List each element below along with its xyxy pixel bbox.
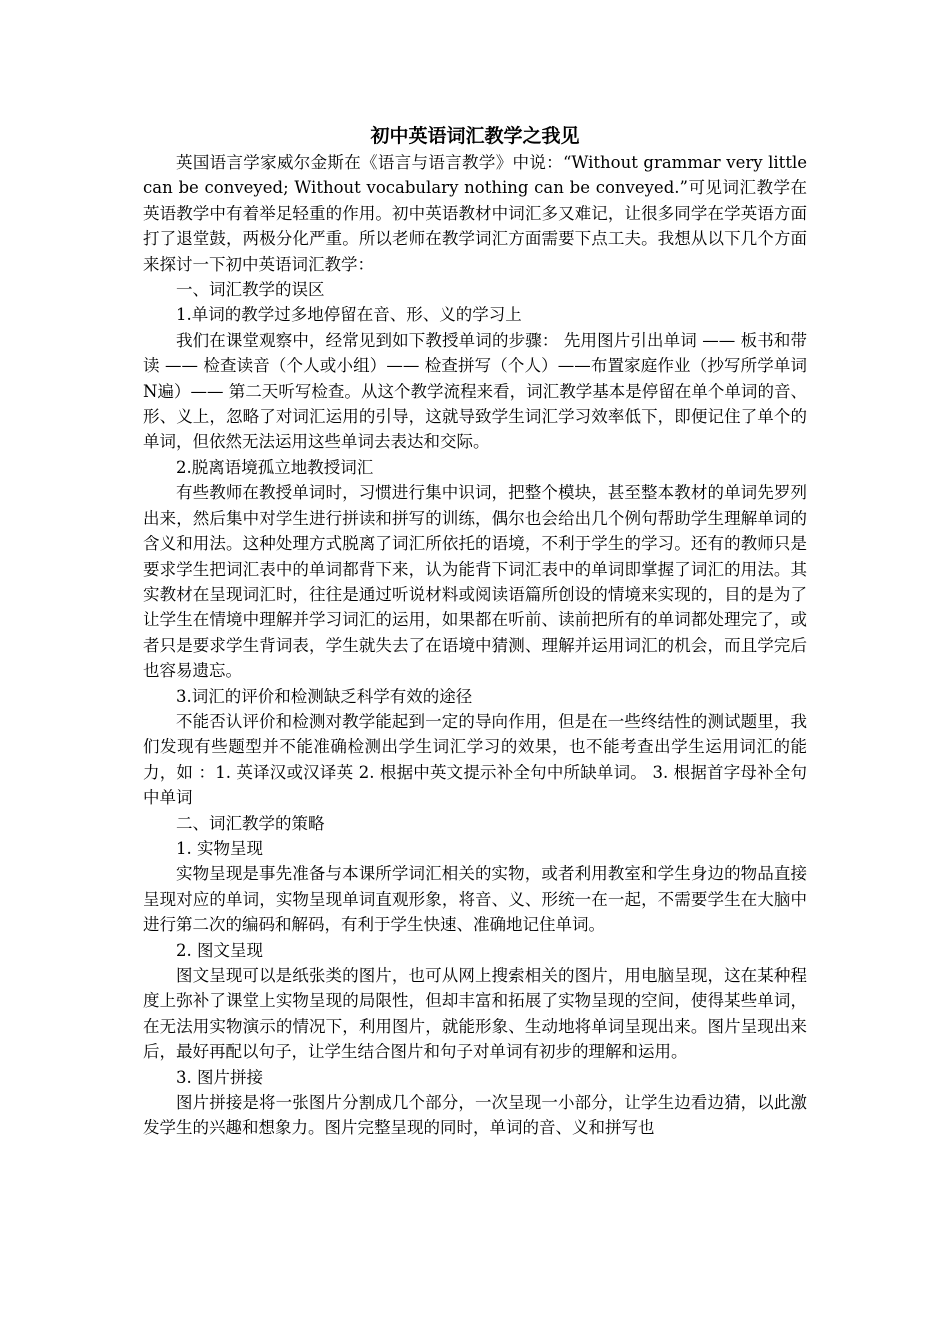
document-page [143, 122, 807, 1141]
section-heading: 一、词汇教学的误区 [176, 280, 325, 300]
subsection-heading: 1.单词的教学过多地停留在音、形、义的学习上 [176, 305, 522, 325]
body-paragraph: 图片拼接是将一张图片分割成几个部分，一次呈现一小部分，让学生边看边猜，以此激发学生的兴趣和想象力。图片完整呈现的同时，单词的音、义和拼写也 [143, 1093, 807, 1138]
subsection-heading: 1. 实物呈现 [176, 838, 263, 858]
body-paragraph: 不能否认评价和检测对教学能起到一定的导向作用，但是在一些终结性的测试题里，我们发现有些题型并不能准确检测出学生词汇学习的效果，也不能考查出学生运用词汇的能力，如 ：1. 英译汉或汉译英 2. 根据中英文提示补全句中所缺单词。 3. 根据首字母补全句中单词 [143, 711, 807, 808]
subsection-heading: 2.脱离语境孤立地教授词汇 [176, 457, 374, 477]
subsection-heading: 3.词汇的评价和检测缺乏科学有效的途径 [176, 686, 473, 706]
body-paragraph: 我们在课堂观察中，经常见到如下教授单词的步骤： 先用图片引出单词 —— 板书和带读 —— 检查读音（个人或小组）—— 检查拼写（个人）——布置家庭作业（抄写所学单词N遍）—— 第二天听写检查。从这个教学流程来看，词汇教学基本是停留在单个单词的音、形、义上，忽略了对词汇运用的引导，这就导致学生词汇学习效率低下，即便记住了单个的单词，但依然无法运用这些单词去表达和交际。 [143, 330, 807, 452]
section-heading: 二、词汇教学的策略 [176, 813, 325, 833]
body-paragraph: 图文呈现可以是纸张类的图片，也可从网上搜索相关的图片，用电脑呈现，这在某种程度上弥补了课堂上实物呈现的局限性，但却丰富和拓展了实物呈现的空间，使得某些单词，在无法用实物演示的情况下，利用图片，就能形象、生动地将单词呈现出来。图片呈现出来后，最好再配以句子，让学生结合图片和句子对单词有初步的理解和运用。 [143, 966, 807, 1062]
body-paragraph: 英国语言学家威尔金斯在《语言与语言教学》中说：“Without grammar very little can be conveyed; Without vocabulary nothing can be conveyed.”可见词汇教学在英语教学中有着举足轻重的作用。初中英语教材中词汇多又难记，让很多同学在学英语方面打了退堂鼓，两极分化严重。所以老师在教学词汇方面需要下点工夫。我想从以下几个方面来探讨一下初中英语词汇教学： [143, 153, 807, 274]
subsection-heading: 2. 图文呈现 [176, 940, 263, 960]
body-paragraph: 有些教师在教授单词时，习惯进行集中识词，把整个模块，甚至整本教材的单词先罗列出来，然后集中对学生进行拼读和拼写的训练，偶尔也会给出几个例句帮助学生理解单词的含义和用法。这种处理方式脱离了词汇所依托的语境，不利于学生的学习。还有的教师只是要求学生把词汇表中的单词都背下来，认为能背下词汇表中的单词即掌握了词汇的用法。其实教材在呈现词汇时，往往是通过听说材料或阅读语篇所创设的情境来实现的，目的是为了让学生在情境中理解并学习词汇的运用，如果都在听前、读前把所有的单词都处理完了，或者只是要求学生背词表，学生就失去了在语境中猜测、理解并运用词汇的机会，而且学完后也容易遗忘。 [143, 483, 807, 681]
document-title: 初中英语词汇教学之我见 [370, 125, 580, 147]
body-paragraph: 实物呈现是事先准备与本课所学词汇相关的实物，或者利用教室和学生身边的物品直接呈现对应的单词，实物呈现单词直观形象，将音、义、形统一在一起，不需要学生在大脑中进行第二次的编码和解码，有利于学生快速、准确地记住单词。 [143, 864, 807, 935]
subsection-heading: 3. 图片拼接 [176, 1067, 263, 1087]
